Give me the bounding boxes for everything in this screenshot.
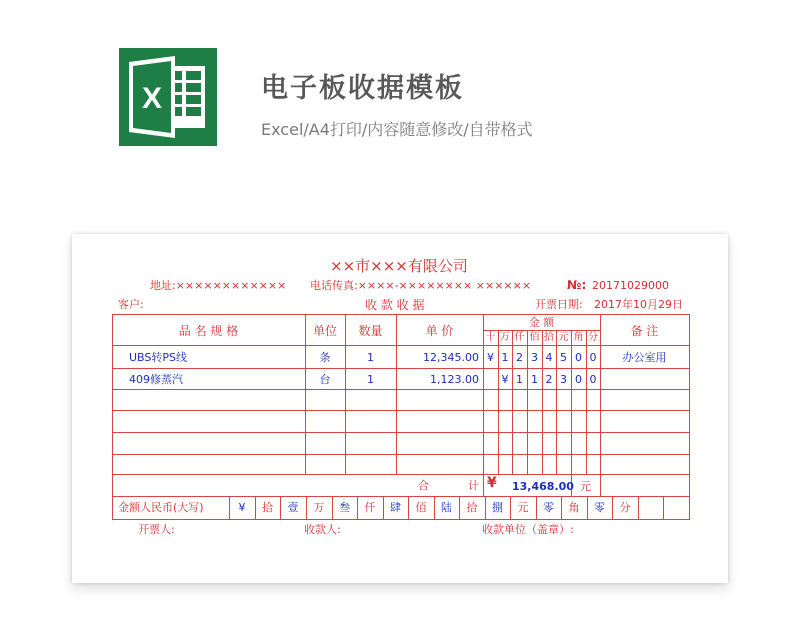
excel-icon xyxy=(119,48,217,146)
digit-header-wan: 万 xyxy=(500,332,510,343)
row2-digit: 0 xyxy=(589,373,597,386)
row1-digit: 0 xyxy=(575,351,582,364)
drawer-label: 开票人: xyxy=(138,523,175,536)
digit-header-shi2: 拾 xyxy=(544,332,554,343)
row2-price: 1,123.00 xyxy=(430,373,479,386)
customer-label: 客户: xyxy=(118,298,144,311)
capital-cell: 零 xyxy=(594,501,605,514)
row2-digit: 1 xyxy=(516,373,523,386)
row2-digit: ¥ xyxy=(501,373,509,386)
receipt-card xyxy=(72,234,728,583)
excel-letter: X xyxy=(141,82,163,115)
col-unit-header: 单位 xyxy=(312,324,337,338)
digit-header-bai: 佰 xyxy=(529,332,540,343)
digit-header-jiao: 角 xyxy=(573,332,584,343)
digit-header-qian: 仟 xyxy=(514,332,525,343)
row2-qty: 1 xyxy=(367,373,374,386)
row1-digit: ¥ xyxy=(487,351,494,364)
row2-digit: 3 xyxy=(560,373,567,386)
capital-cell: 分 xyxy=(619,501,631,514)
date-value: 2017年10月29日 xyxy=(594,298,683,311)
total-label-ji: 计 xyxy=(468,479,479,492)
row1-unit: 条 xyxy=(319,351,331,364)
capital-cell: 壹 xyxy=(287,501,299,514)
col-remark-header: 备 注 xyxy=(630,324,659,338)
total-value: 13,468.00 xyxy=(512,480,574,493)
receipt-no-value: 20171029000 xyxy=(592,279,669,292)
total-currency: ¥ xyxy=(487,475,497,491)
row2-digit: 1 xyxy=(531,373,538,386)
receipt-no-label: №: xyxy=(567,278,587,292)
capital-cell: 捌 xyxy=(492,501,503,514)
digit-header-yuan: 元 xyxy=(558,332,569,343)
capital-cell: 叁 xyxy=(339,501,350,514)
row1-qty: 1 xyxy=(367,351,374,364)
row1-digit: 5 xyxy=(560,351,567,364)
row2-name: 409修蒸汽 xyxy=(129,373,183,386)
row1-digit: 4 xyxy=(545,351,553,364)
total-unit: 元 xyxy=(580,480,591,493)
page-title: 电子板收据模板 xyxy=(261,73,464,104)
row1-price: 12,345.00 xyxy=(423,351,479,364)
company-name: ××市×××有限公司 xyxy=(330,257,468,275)
total-label-he: 合 xyxy=(418,479,429,492)
row1-name: UBS转PS线 xyxy=(129,351,188,364)
capital-cell: 佰 xyxy=(415,501,427,514)
capital-cell: 拾 xyxy=(262,501,273,514)
capital-cell: 零 xyxy=(543,501,554,514)
row1-remark: 办公室用 xyxy=(622,351,667,364)
capital-label: 金额人民币(大写) xyxy=(118,501,204,514)
row2-digit: 2 xyxy=(545,373,553,386)
col-price-header: 单 价 xyxy=(425,324,454,338)
row1-digit: 2 xyxy=(516,351,523,364)
col-name-header: 品 名 规 格 xyxy=(178,324,239,338)
row1-digit: 1 xyxy=(501,351,509,364)
capital-cell: 万 xyxy=(313,501,325,514)
unit-seal-label: 收款单位（盖章）: xyxy=(482,523,574,536)
row1-digit: 0 xyxy=(589,351,597,364)
capital-cell: 拾 xyxy=(466,501,478,514)
capital-cell: 元 xyxy=(517,501,529,514)
capital-cell: 角 xyxy=(568,501,580,514)
receipt-title: 收 款 收 据 xyxy=(365,298,425,312)
col-amount-header: 金 额 xyxy=(528,316,555,329)
digit-header-fen: 分 xyxy=(588,332,598,343)
row2-unit: 台 xyxy=(319,373,331,386)
capital-cell: 陆 xyxy=(441,501,452,514)
capital-currency: ¥ xyxy=(238,501,246,514)
digit-header-shi: 十 xyxy=(485,332,496,343)
capital-cell: 肆 xyxy=(390,501,401,514)
address: 地址:×××××××××××× xyxy=(150,279,287,292)
date-label: 开票日期: xyxy=(535,298,583,311)
capital-cell: 仟 xyxy=(364,501,376,514)
col-qty-header: 数量 xyxy=(358,324,383,338)
payee-label: 收款人: xyxy=(304,523,341,536)
page-subtitle: Excel/A4打印/内容随意修改/自带格式 xyxy=(261,120,533,139)
phone-fax: 电话传真:××××-×××××××× ×××××× xyxy=(310,279,532,292)
row1-digit: 3 xyxy=(531,351,538,364)
row2-digit: 0 xyxy=(575,373,582,386)
